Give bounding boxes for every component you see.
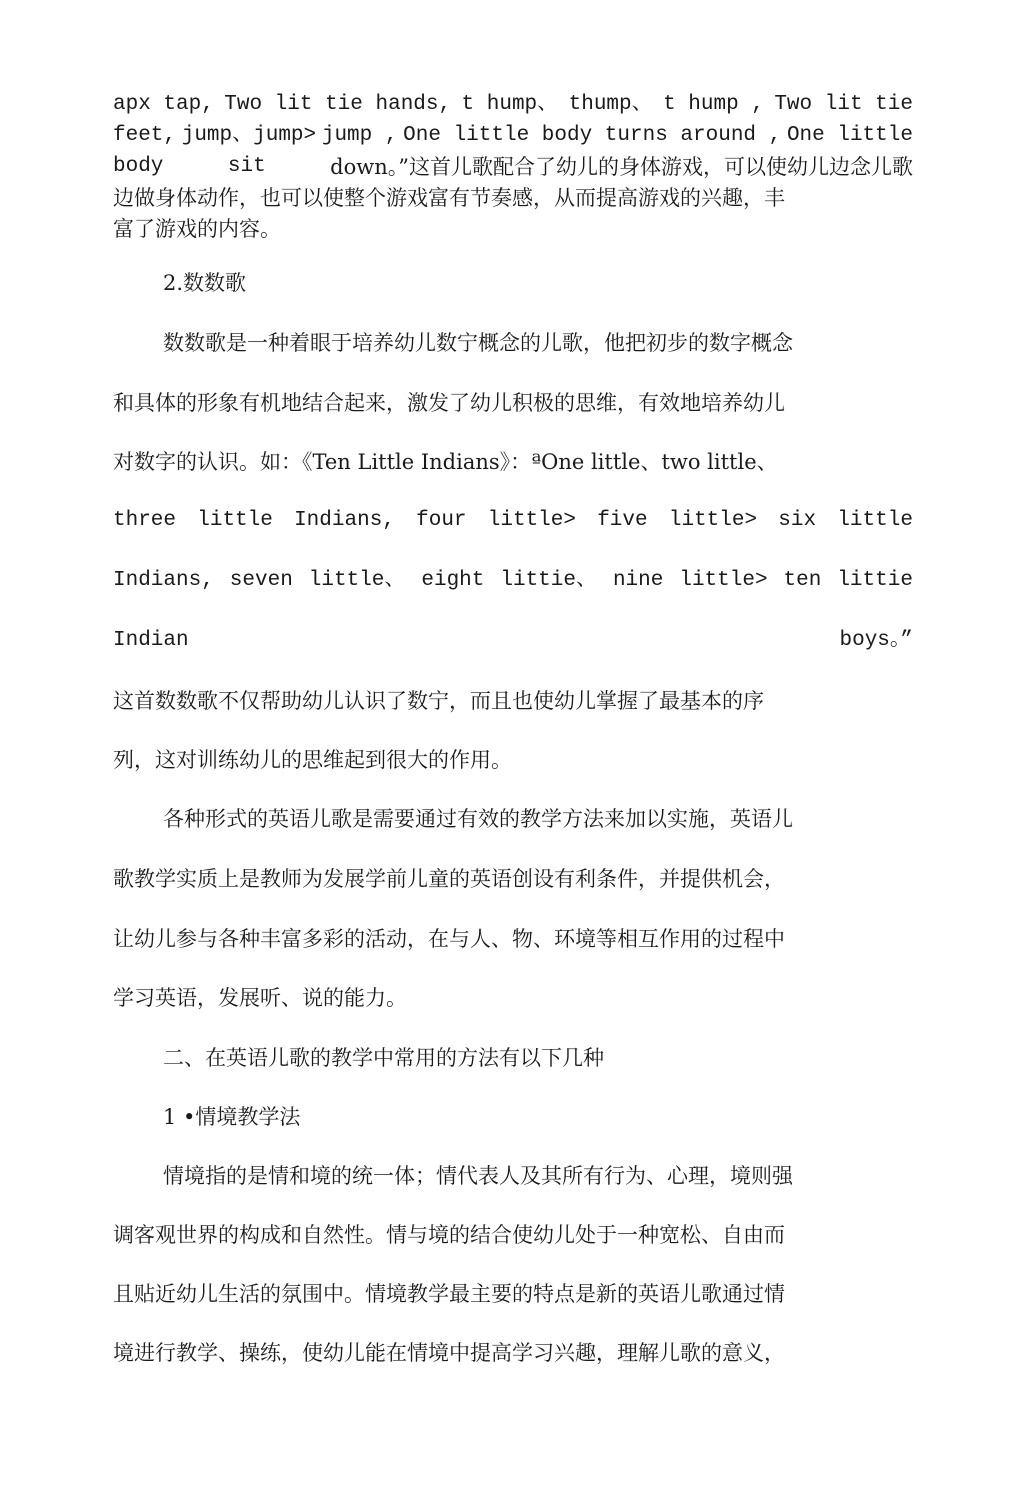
para3-line4: 学习英语，发展听、说的能力。 [113, 986, 407, 1010]
section-heading-counting-songs: 2.数数歌 [163, 271, 247, 295]
text-run: thump、 [568, 93, 653, 116]
para2-line6 [113, 626, 913, 656]
text-run: body [113, 155, 164, 178]
text-run: Two lit tie hands, [224, 93, 452, 116]
para1-line5: 富了游戏的内容。 [113, 217, 281, 241]
para2-line2: 和具体的形象有机地结合起来，激发了幼儿积极的思维，有效地培养幼儿 [113, 391, 785, 415]
para2-line3: 对数字的认识。如：《Ten Little Indians》：ªOne little、two little、 [113, 450, 778, 474]
text-run: boys。” [839, 629, 913, 652]
para2-line8: 列，这对训练幼儿的思维起到很大的作用。 [113, 748, 512, 772]
para4-line3: 且贴近幼儿生活的氛围中。情境教学最主要的特点是新的英语儿歌通过情 [113, 1282, 785, 1306]
text-run: little> [487, 509, 576, 532]
para1-line1 [113, 90, 913, 120]
text-run: t hump、 [461, 93, 559, 116]
text-run: six [778, 509, 817, 532]
text-run: jump , [321, 124, 398, 147]
para4-line1: 情境指的是情和境的统一体；情代表人及其所有行为、心理，境则强 [163, 1164, 793, 1188]
para3-line1: 各种形式的英语儿歌是需要通过有效的教学方法来加以实施，英语儿 [163, 807, 793, 831]
text-run: little [837, 509, 913, 532]
text-run: sit [227, 155, 266, 178]
para4-line2: 调客观世界的构成和自然性。情与境的结合使幼儿处于一种宽松、自由而 [113, 1223, 785, 1247]
para2-line5 [113, 566, 913, 596]
text-run: little> [668, 509, 758, 532]
text-run: Indian [113, 629, 189, 652]
text-run: One little body turns around , [403, 124, 782, 147]
text-run: One little [786, 124, 913, 147]
para2-line4 [113, 506, 913, 536]
section-heading-situational-teaching: 1 •情境教学法 [163, 1105, 301, 1129]
text-run: little [197, 509, 273, 532]
text-run: little> [679, 569, 768, 592]
para2-line7: 这首数数歌不仅帮助幼儿认识了数宁，而且也使幼儿掌握了最基本的序 [113, 689, 764, 713]
text-run: down。”这首儿歌配合了幼儿的身体游戏，可以使幼儿边念儿歌 [330, 155, 913, 179]
para1-line2 [113, 121, 913, 151]
section-heading-methods: 二、在英语儿歌的教学中常用的方法有以下几种 [163, 1046, 604, 1070]
text-run: nine [612, 569, 664, 592]
para2-line1: 数数歌是一种着眼于培养幼儿数宁概念的儿歌，他把初步的数字概念 [163, 331, 793, 355]
text-run: four [416, 509, 467, 532]
text-run: little、 [308, 569, 406, 592]
text-run: apx tap, [113, 93, 214, 116]
para4-line4: 境进行教学、操练，使幼儿能在情境中提高学习兴趣，理解儿歌的意义， [113, 1341, 785, 1365]
text-run: littie、 [500, 569, 597, 592]
text-run: Two lit tie [774, 93, 913, 116]
text-run: jump、jump> [181, 124, 317, 147]
text-run: Indians, [113, 569, 214, 592]
text-run: Indians, [294, 509, 395, 532]
text-run: t hump , [663, 93, 764, 116]
para1-line3 [113, 152, 913, 182]
text-run: three [113, 509, 177, 532]
text-run: feet, [113, 124, 177, 147]
para3-line3: 让幼儿参与各种丰富多彩的活动，在与人、物、环境等相互作用的过程中 [113, 927, 785, 951]
text-run: littie [837, 569, 913, 592]
text-run: five [597, 509, 648, 532]
para1-line4: 边做身体动作，也可以使整个游戏富有节奏感，从而提高游戏的兴趣，丰 [113, 186, 785, 210]
text-run: seven [229, 569, 293, 592]
para3-line2: 歌教学实质上是教师为发展学前儿童的英语创设有利条件，并提供机会， [113, 867, 785, 891]
text-run: ten [783, 569, 822, 592]
text-run: eight [421, 569, 485, 592]
